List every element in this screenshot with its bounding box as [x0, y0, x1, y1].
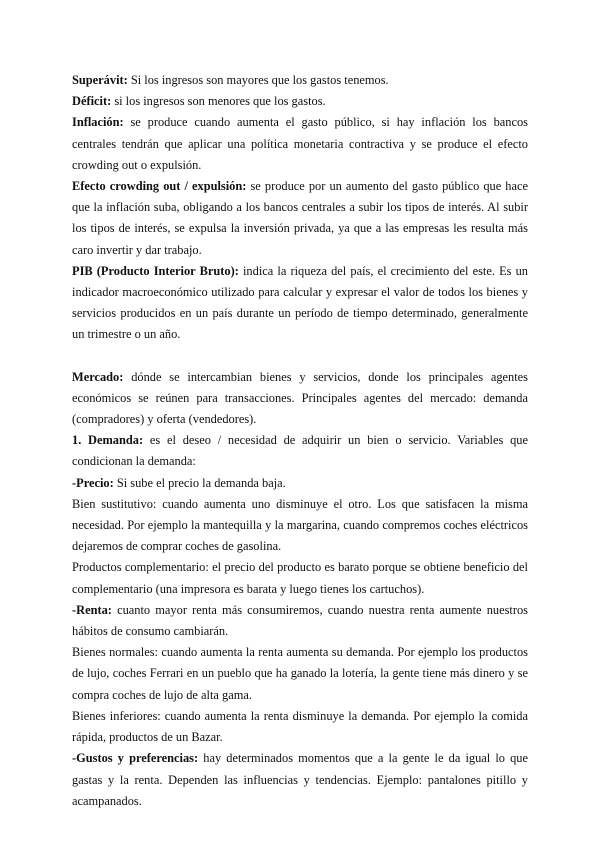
definition-inflacion [72, 112, 528, 176]
term: Déficit: [72, 94, 112, 109]
term: -Renta: [72, 602, 112, 617]
definition-text: se produce cuando aumenta el gasto público, si hay inflación los bancos centrales tendrán que aplicar una política monetaria contractiva y se produce el efecto crowding out o expulsión. [72, 115, 528, 172]
paragraph-text: Productos complementario: el precio del producto es barato porque se obtiene beneficio del complementario (una impresora es barata y luego tienes los cartuchos). [72, 560, 528, 596]
item-number: 1. [72, 433, 82, 448]
term: -Precio: [72, 475, 114, 490]
paragraph-bienes-normales [72, 642, 528, 706]
paragraph-text: hay determinados momentos que a la gente le da igual lo que gastas y la renta. Dependen las influencias y tendencias. Ejemplo: pantalones pitillo y acampanados. [72, 751, 529, 808]
paragraph-text: Bienes normales: cuando aumenta la renta aumenta su demanda. Por ejemplo los productos de lujo, coches Ferrari en un pueblo que ha ganado la lotería, la gente tiene más dinero y se compra coches de lujo de alta gama. [72, 645, 528, 702]
numbered-item-demanda [72, 430, 528, 472]
definition-text: indica la riqueza del país, el crecimiento del este. Es un indicador macroeconómico utilizado para calcular y expresar el valor de todos los bienes y servicios producidos en un país durante un período de tiempo determinado, generalmente un trimestre o un año. [72, 263, 528, 342]
definition-text: es el deseo / necesidad de adquirir un bien o servicio. Variables que condicionan la demanda: [72, 433, 528, 469]
term: -Gustos y preferencias: [72, 751, 199, 766]
definition-superavit [72, 70, 528, 91]
paragraph-spacer [72, 346, 528, 367]
definition-deficit [72, 91, 528, 112]
definition-crowding-out [72, 176, 528, 261]
paragraph-productos-complementario [72, 557, 528, 599]
term: Demanda: [88, 433, 144, 448]
term: Efecto crowding out / expulsión: [72, 179, 247, 194]
definition-text: Si los ingresos son mayores que los gastos tenemos. [127, 73, 389, 87]
paragraph-renta [72, 600, 528, 642]
definition-text: si los ingresos son menores que los gastos. [111, 94, 326, 109]
definition-text: dónde se intercambian bienes y servicios, donde los principales agentes económicos se reúnen para transacciones. Principales agentes del mercado: demanda (compradores) y oferta (vendedores). [72, 369, 528, 427]
paragraph-text: cuanto mayor renta más consumiremos, cuando nuestra renta aumente nuestros hábitos de consumo cambiarán. [72, 602, 528, 639]
paragraph-precio [72, 473, 528, 494]
document-body [72, 70, 528, 812]
paragraph-text: Bien sustitutivo: cuando aumenta uno disminuye el otro. Los que satisfacen la misma necesidad. Por ejemplo la mantequilla y la margarina, cuando compremos coches eléctricos dejaremos de comprar coches de gasolina. [72, 496, 528, 554]
paragraph-text: Si sube el precio la demanda baja. [113, 475, 286, 490]
term: Inflación: [72, 115, 124, 130]
definition-pib [72, 261, 528, 346]
definition-mercado [72, 367, 528, 431]
definition-text: se produce por un aumento del gasto público que hace que la inflación suba, obligando a los bancos centrales a subir los tipos de interés. Al subir los tipos de interés, se expulsa la inversión privada, ya que a las empresas les resulta más caro invertir y dar trabajo. [72, 179, 528, 257]
paragraph-gustos-preferencias [72, 748, 528, 812]
term: Superávit: [72, 73, 128, 87]
paragraph-text: Bienes inferiores: cuando aumenta la renta disminuye la demanda. Por ejemplo la comida rápida, productos de un Bazar. [72, 708, 528, 745]
term: PIB (Producto Interior Bruto): [72, 263, 239, 278]
paragraph-bien-sustitutivo [72, 494, 528, 558]
paragraph-bienes-inferiores [72, 706, 528, 748]
term: Mercado: [72, 369, 124, 384]
